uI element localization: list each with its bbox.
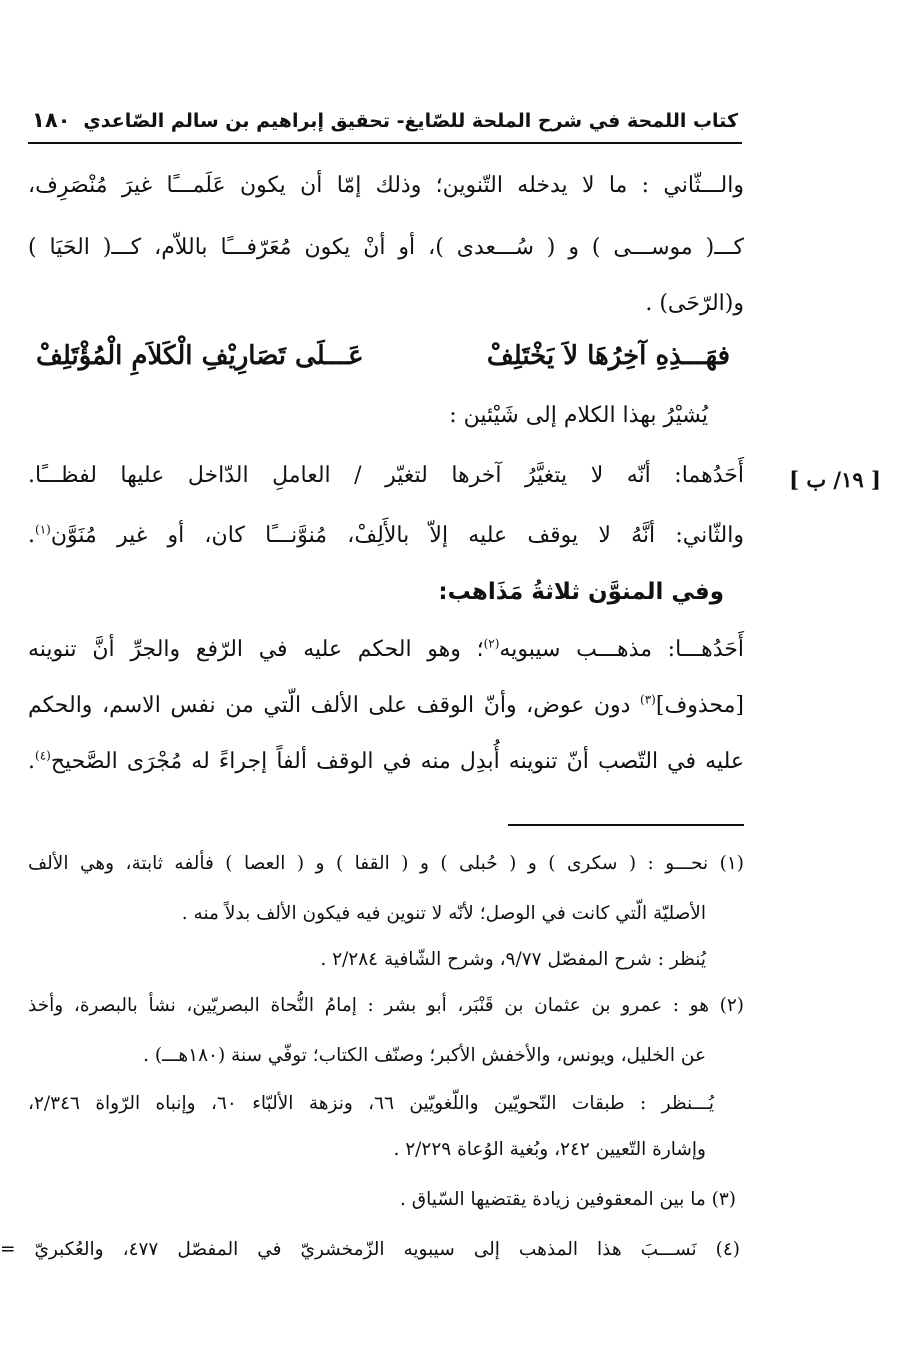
doctrine-line-3: [28, 742, 744, 782]
poem-verse: [28, 334, 736, 378]
verse-second-hemistich: عَـــلَى تَصَارِيْفِ الْكَلاَمِ الْمُؤْتَلِفْ: [36, 341, 364, 371]
doctrine-line-1: [28, 630, 744, 670]
footnote-ref-1: (١): [35, 522, 51, 537]
doctrine-3-start: عليه في التّصب أنّ تنوينه أُبدِل منه في الوقف ألفاً إجراءً له مُجْرَى الصَّحيح: [50, 749, 744, 774]
manuscript-folio-ref: [ ١٩/ ب ]: [789, 467, 881, 492]
section-heading: وفي المنوَّن ثلاثةُ مَذَاهب:: [438, 579, 724, 605]
footnote-ref-2: (٢): [483, 636, 500, 651]
footnote-ref-3: (٣): [640, 692, 656, 707]
doctrine-3-rest: .: [28, 749, 35, 774]
footnote-2-line-1: (٢) هو : عمرو بن عثمان بن قَنْبَر، أبو بشر : إمامُ النُّحاة البصريّين، نشأ بالبصرة، وأخذ: [28, 995, 744, 1016]
footnote-3: (٣) ما بين المعقوفين زيادة يقتضيها السّياق .: [400, 1189, 736, 1210]
verse-first-hemistich: فهَـــذِهِ آخِرُهَا لاَ يَخْتَلِفْ: [486, 341, 730, 371]
footnote-2-line-4: وإشارة التّعيين ٢٤٢، وبُغية الوُعاة ٢/٢٢٩ .: [393, 1139, 706, 1160]
footnote-1-line-3: يُنظر : شرح المفصّل ٩/٧٧، وشرح الشّافية ٢/٢٨٤ .: [320, 949, 706, 970]
body-line-2: كـــ( موســـى ) و ( سُـــعدى )، أو أنْ يكون مُعَرّفـــًا باللاّم، كـــ( الحَيَا ): [28, 235, 744, 260]
commentary-first: أَحَدُهما: أنّه لا يتغيَّرُ آخرها لتغيّر / العاملِ الدّاخل عليها لفظـــًا.: [28, 463, 744, 488]
doctrine-2-rest: دون عوض، وأنّ الوقف على الألف الّتي من نفس الاسم، والحكم: [28, 693, 641, 718]
footnote-1-line-1: (١) نحـــو : ( سكرى ) و ( حُبلى ) و ( القفا ) و ( العصا ) فألفه ثابتة، وهي الألف: [28, 853, 744, 874]
doctrine-1-rest: ؛ وهو الحكم عليه في الرّفع والجرِّ أنَّ تنوينه: [28, 637, 484, 662]
body-line-1: والـــثّاني : ما لا يدخله التّنوين؛ وذلك إمّا أن يكون عَلَمـــًا غيرَ مُنْصَرِف،: [28, 173, 744, 198]
footnote-4: (٤) نَســـبَ هذا المذهب إلى سيبويه الزّمخشريّ في المفصّل ٤٧٧، والعُكبريّ =: [0, 1239, 741, 1260]
doctrine-1-start: أَحَدُهـــا: مذهـــب سيبويه: [499, 637, 744, 662]
commentary-second-text: والثّاني: أنَّهُ لا يوقف عليه إلاّ بالأَلِفْ، مُنوَّنـــًا كان، أو غير مُنَوَّن: [50, 523, 744, 548]
header-title: كتاب اللمحة في شرح الملحة للصّايغ- تحقيق إبراهيم بن سالم الصّاعدي: [83, 110, 738, 132]
footnote-ref-4: (٤): [35, 748, 51, 763]
page-number: ١٨٠: [32, 108, 71, 132]
commentary-intro: يُشيْرُ بهذا الكلام إلى شَيْئين :: [449, 403, 708, 428]
footnote-2-line-3: يُـــنظر : طبقات النّحويّين واللّغويّين ٦٦، ونزهة الألبّاء ٦٠، وإنباه الرّواة ٢/٣٤٦،: [28, 1093, 715, 1114]
commentary-second: والثّاني: أنَّهُ لا يوقف عليه إلاّ بالأَلِفْ، مُنوَّنـــًا كان، أو غير مُنَوَّن$^{(١)}$.: [28, 522, 744, 548]
running-header: [28, 108, 742, 144]
body-line-3: و(الرّحَى) .: [645, 291, 744, 316]
footnote-separator: [508, 824, 744, 826]
doctrine-line-2: [28, 686, 744, 726]
footnote-1-line-2: الأصليّة الّتي كانت في الوصل؛ لأنّه لا تنوين فيه فيكون الألف بدلاً منه .: [181, 903, 706, 924]
doctrine-2-start: [محذوف]: [655, 693, 744, 718]
footnote-2-line-2: عن الخليل، ويونس، والأخفش الأكبر؛ وصنّف الكتاب؛ توفّي سنة (١٨٠هـــ) .: [143, 1045, 706, 1066]
